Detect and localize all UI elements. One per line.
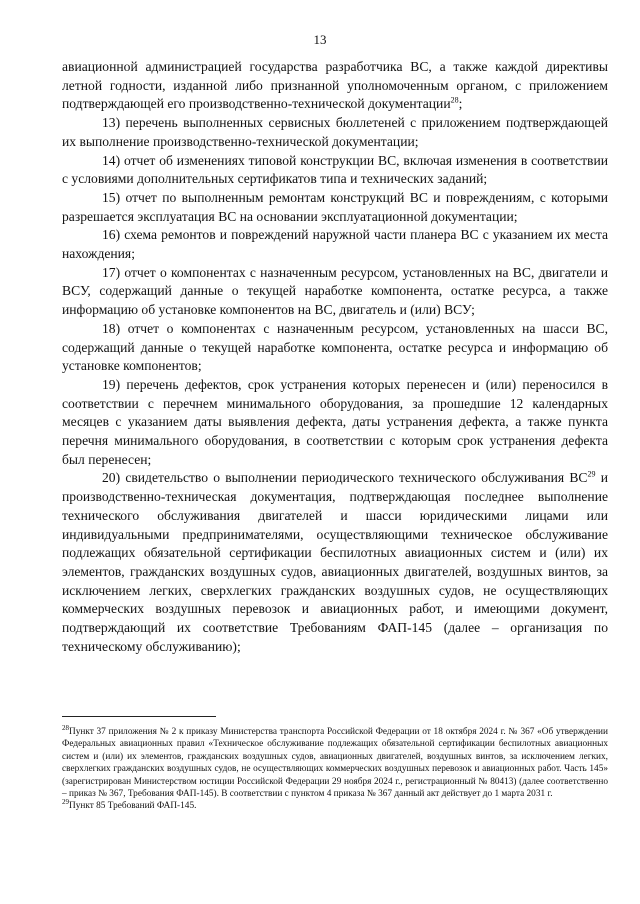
list-item [62, 376, 608, 470]
list-item [62, 264, 608, 320]
item-text: отчет о компонентах с назначенным ресурсом, установленных на ВС, двигатели и ВСУ, содержащий данные о текущей наработке компонента, остатке ресурса, а также информацию об установке компонентов на ВС, двигатель и (или) ВСУ; [62, 264, 608, 318]
footnote-mark: 29 [62, 798, 69, 807]
footnote-text: Пункт 85 Требований ФАП-145. [69, 801, 197, 812]
footnote-mark: 28 [62, 723, 69, 732]
item-number: 15) [102, 189, 126, 205]
list-item [62, 189, 608, 226]
footnote-ref-28[interactable]: 28 [450, 95, 459, 105]
footnote-divider [62, 716, 216, 717]
footnote-29 [62, 800, 608, 812]
item-number: 18) [102, 320, 128, 336]
footnote-28 [62, 723, 608, 800]
list-item [62, 226, 608, 263]
item-text: схема ремонтов и повреждений наружной части планера ВС с указанием их места нахождения; [62, 227, 608, 262]
item-text: отчет по выполненным ремонтам конструкций ВС и повреждениям, с которыми разрешается эксплуатация ВС на основании эксплуатационной документации; [62, 189, 608, 224]
continuation-end: ; [458, 96, 463, 112]
document-body [62, 58, 608, 657]
item-number: 19) [102, 376, 127, 392]
item-number: 16) [102, 227, 125, 243]
item-text: перечень дефектов, срок устранения которых перенесен и (или) переносился в соответствии с перечнем минимального оборудования, за прошедшие 12 календарных месяцев с указанием даты выявления дефекта, даты устранения дефекта, а также пункта перечня минимального оборудования, в соответствии с которым срок устранения дефекта был перенесен; [62, 376, 608, 467]
list-item [62, 152, 608, 189]
item-text-continued: и производственно-техническая документация, подтверждающая последнее выполнение технического обслуживания двигателей и шасси юридическими лицами или индивидуальными предпринимателями, осуществляющими техническое обслуживание подлежащих обязательной сертификации беспилотных авиационных систем и (или) их элементов, гражданских воздушных судов, авиационных двигателей, воздушных винтов, за исключением легких, сверхлегких гражданских воздушных судов, не осуществляющих коммерческих воздушных перевозок и авиационных работ, и имеющими документ, подтверждающий их соответствие Требованиям ФАП-145 (далее – организация по техническому обслуживанию); [62, 470, 608, 654]
footnote-text: Пункт 37 приложения № 2 к приказу Министерства транспорта Российской Федерации от 18 октября 2024 г. № 367 «Об утверждении Федеральных авиационных правил «Техническое обслуживание подлежащих обязательной сертификации беспилотных авиационных систем и (или) их элементов, гражданских воздушных судов, авиационных двигателей, воздушных винтов, за исключением легких, сверхлегких гражданских воздушных судов, не осуществляющих коммерческих воздушных перевозок и авиационных работ. Часть 145» (зарегистрирован Министерством юстиции Российской Федерации 29 ноября 2024 г., регистрационный № 80413) (далее соответственно – приказ № 367, Требования ФАП-145). В соответствии с пунктом 4 приказа № 367 данный акт действует до 1 марта 2031 г. [62, 727, 608, 800]
item-text: отчет о компонентах с назначенным ресурсом, установленных на шасси ВС, содержащий данные о текущей наработке компонента, остатке ресурса и информацию об установке компонентов; [62, 320, 608, 374]
item-number: 13) [102, 115, 126, 131]
item-number: 17) [102, 264, 125, 280]
item-text: отчет об изменениях типовой конструкции ВС, включая изменения в соответствии с условиями дополнительных сертификатов типа и технических заданий; [62, 152, 608, 187]
item-number: 20) [102, 470, 126, 486]
footnote-ref-29[interactable]: 29 [587, 469, 596, 479]
item-text: свидетельство о выполнении периодического технического обслуживания ВС [125, 470, 588, 486]
page-number: 13 [313, 32, 327, 47]
continuation-paragraph [62, 58, 608, 114]
list-item [62, 320, 608, 376]
continuation-text: авиационной администрацией государства разработчика ВС, а также каждой директивы летной годности, изданной либо признанной уполномоченным органом, с приложением подтверждающей его производственно-технической документации [62, 59, 608, 112]
item-text: перечень выполненных сервисных бюллетеней с приложением подтверждающей их выполнение производственно-технической документации; [62, 115, 608, 149]
list-item [62, 469, 608, 656]
list-item [62, 114, 608, 151]
item-number: 14) [102, 152, 124, 168]
footnotes [62, 723, 608, 813]
